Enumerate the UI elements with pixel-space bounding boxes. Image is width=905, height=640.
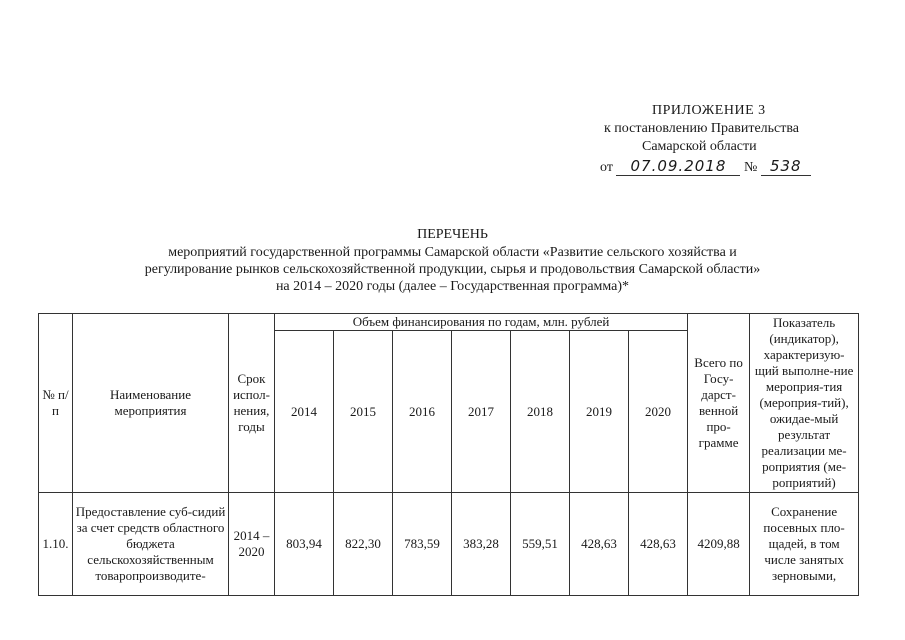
header-total: Всего по Госу-дарст-венной про-грамме [688,314,750,493]
header-year: 2020 [629,331,688,493]
header-year: 2014 [275,331,334,493]
header-indicator: Показатель (индикатор), характеризую-щий выполне-ние мероприя-тия (мероприя-тий), ожидае-мый результат реализации ме-роприятия (ме-роприятий) [750,314,859,493]
header-num: № п/п [39,314,73,493]
from-label: от [600,160,613,175]
handwritten-date: 07.09.2018 [616,158,740,176]
row-indicator: Сохранение посевных пло-щадей, в том числе занятых зерновыми, [750,493,859,596]
heading-line-1: мероприятий государственной программы Самарской области «Развитие сельского хозяйства и [168,245,737,260]
row-value: 803,94 [275,493,334,596]
row-value: 428,63 [570,493,629,596]
annex-date-number-line [600,158,811,176]
handwritten-number: 538 [761,158,811,176]
row-total: 4209,88 [688,493,750,596]
heading-title: ПЕРЕЧЕНЬ [417,227,488,242]
header-name: Наименование мероприятия [73,314,229,493]
row-value: 783,59 [393,493,452,596]
header-year: 2015 [334,331,393,493]
header-year: 2016 [393,331,452,493]
row-value: 428,63 [629,493,688,596]
row-name: Предоставление суб-сидий за счет средств областного бюджета сельскохозяйственным товаропроизводите- [73,493,229,596]
header-funding: Объем финансирования по годам, млн. рублей [275,314,688,331]
annex-resolution-line: к постановлению Правительства [604,121,800,136]
row-value: 559,51 [511,493,570,596]
header-term: Срок испол-нения, годы [229,314,275,493]
measures-table [38,313,859,596]
row-term: 2014 – 2020 [229,493,275,596]
heading-line-3: на 2014 – 2020 годы (далее – Государственная программа)* [275,279,630,294]
row-value: 822,30 [334,493,393,596]
header-year: 2018 [511,331,570,493]
number-label: № [743,160,758,175]
table-row [39,493,859,596]
row-value: 383,28 [452,493,511,596]
header-year: 2017 [452,331,511,493]
header-year: 2019 [570,331,629,493]
annex-title: ПРИЛОЖЕНИЕ 3 [652,103,766,118]
heading-line-2: регулирование рынков сельскохозяйственной продукции, сырья и продовольствия Самарской области» [144,262,761,277]
row-num: 1.10. [39,493,73,596]
annex-region-line: Самарской области [642,139,757,154]
